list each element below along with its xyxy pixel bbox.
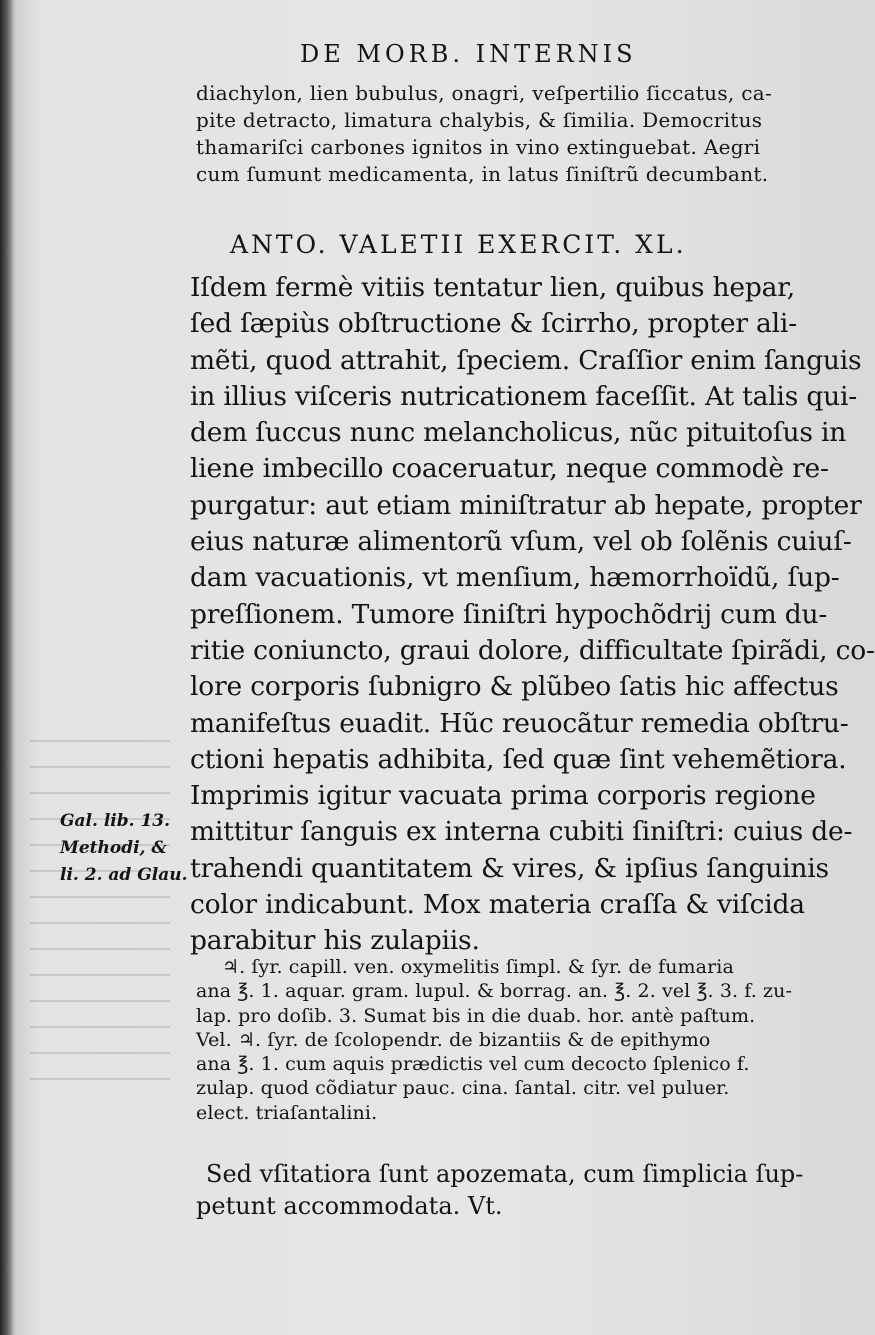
- margin-note: [60, 808, 188, 889]
- text-line: Vel. ♃. ſyr. de ſcolopendr. de bizantiis & de epithymo: [196, 1028, 711, 1051]
- opening-paragraph: [196, 80, 773, 188]
- text-line: ana ℥. 1. aquar. gram. lupul. & borrag. an. ℥. 2. vel ℥. 3. f. zu-: [196, 980, 792, 1003]
- recipe-paragraph: [196, 955, 792, 1125]
- text-line: Imprimis igitur vacuata prima corporis regione: [190, 780, 816, 812]
- text-line: preſſionem. Tumore ſiniſtri hypochõdrij cum du-: [190, 598, 828, 630]
- text-line: lap. pro doſib. 3. Sumat bis in die duab. hor. antè paſtum.: [196, 1004, 756, 1027]
- text-line: mẽti, quod attrahit, ſpeciem. Craſſior enim ſanguis: [190, 344, 862, 376]
- text-line: cum ſumunt medicamenta, in latus ſiniſtrũ decumbant.: [196, 162, 769, 186]
- text-line: ♃. ſyr. capill. ven. oxymelitis ſimpl. & ſyr. de fumaria: [222, 956, 734, 978]
- text-line: diachylon, lien bubulus, onagri, veſpertilio ſiccatus, ca-: [196, 81, 773, 105]
- text-line: mittitur ſanguis ex interna cubiti ſiniſtri: cuius de-: [190, 816, 853, 848]
- text-line: parabitur his zulapiis.: [190, 925, 480, 957]
- text-line: dem ſuccus nunc melancholicus, nũc pituitoſus in: [190, 417, 847, 449]
- text-line: ritie coniuncto, graui dolore, difficultate ſpirãdi, co-: [190, 634, 875, 666]
- text-line: elect. triaſantalini.: [196, 1101, 378, 1124]
- text-line: lore corporis ſubnigro & plũbeo ſatis hic affectus: [190, 671, 839, 703]
- text-line: petunt accommodata. Vt.: [196, 1192, 503, 1220]
- text-line: in illius viſceris nutricationem faceſſit. At talis qui-: [190, 380, 857, 412]
- bleed-through-texture: [30, 740, 170, 1090]
- text-line: zulap. quod cõdiatur pauc. cina. ſantal. citr. vel puluer.: [196, 1077, 730, 1100]
- margin-note-line: Gal. lib. 13.: [60, 811, 171, 831]
- text-line: ſed ſæpiùs obſtructione & ſcirrho, propter ali-: [190, 308, 797, 340]
- book-spine-shadow: [0, 0, 12, 1335]
- margin-note-line: Methodi, &: [60, 838, 167, 858]
- text-line: pite detracto, limatura chalybis, & ſimilia. Democritus: [196, 108, 763, 132]
- closing-paragraph: [196, 1158, 804, 1222]
- text-line: ctioni hepatis adhibita, ſed quæ ſint vehemẽtiora.: [190, 743, 847, 775]
- running-head: DE MORB. INTERNIS: [300, 40, 637, 68]
- main-paragraph: [190, 270, 875, 960]
- text-line: Sed vſitatiora ſunt apozemata, cum ſimplicia ſup-: [206, 1160, 804, 1188]
- section-heading: ANTO. VALETII EXERCIT. XL.: [230, 230, 687, 259]
- text-line: trahendi quantitatem & vires, & ipſius ſanguinis: [190, 852, 829, 884]
- text-line: ana ℥. 1. cum aquis prædictis vel cum decocto ſplenico f.: [196, 1053, 750, 1076]
- text-line: liene imbecillo coaceruatur, neque commodè re-: [190, 453, 829, 485]
- text-line: eius naturæ alimentorũ vſum, vel ob ſolẽnis cuiuſ-: [190, 526, 852, 558]
- text-line: manifeſtus euadit. Hũc reuocãtur remedia obſtru-: [190, 707, 849, 739]
- text-line: purgatur: aut etiam miniſtratur ab hepate, propter: [190, 489, 862, 521]
- text-line: Iſdem fermè vitiis tentatur lien, quibus hepar,: [190, 272, 795, 303]
- margin-note-line: li. 2. ad Glau.: [60, 865, 188, 885]
- text-line: color indicabunt. Mox materia craſſa & viſcida: [190, 889, 805, 921]
- text-line: thamariſci carbones ignitos in vino extinguebat. Aegri: [196, 135, 761, 159]
- text-line: dam vacuationis, vt menſium, hæmorrhoïdũ, ſup-: [190, 562, 840, 594]
